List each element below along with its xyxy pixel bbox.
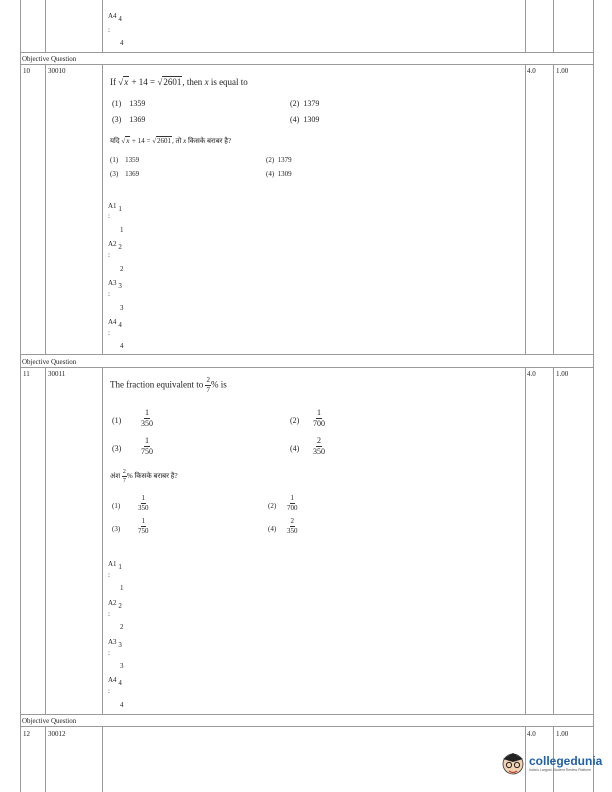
question-id: 30011: [48, 370, 66, 378]
question-number: 12: [23, 730, 30, 738]
answer-label: A4 4: [108, 318, 122, 329]
option-hindi-1: (1): [112, 502, 121, 510]
option-hindi-2-value: $\frac{1}{700}$: [287, 494, 298, 512]
section-header: Objective Question: [22, 717, 77, 725]
col-divider: [45, 0, 46, 52]
question-number: 11: [23, 370, 30, 378]
answer-label: A2 2: [108, 599, 122, 610]
row-divider: [20, 367, 593, 368]
col-divider: [102, 64, 103, 354]
question-number: 10: [23, 67, 30, 75]
col-divider: [525, 0, 526, 52]
option-hindi-3: (3) 1369: [110, 170, 140, 178]
brand-name: collegedunia: [529, 754, 603, 769]
option-hindi-4: (4) 1309: [266, 170, 292, 178]
answer-colon: :: [108, 212, 110, 220]
option-english-2: (2) 1379: [290, 99, 320, 108]
answer-colon: :: [108, 329, 110, 337]
row-divider: [20, 52, 593, 53]
col-divider: [45, 64, 46, 354]
answer-colon: :: [108, 610, 110, 618]
option-english-4: (4) 1309: [290, 115, 320, 124]
answer-colon: :: [108, 251, 110, 259]
row-divider: [20, 726, 593, 727]
question-id: 30012: [48, 730, 66, 738]
brand-logo: [500, 748, 605, 780]
answer-label: A4 4: [108, 676, 122, 687]
option-english-4-value: $\frac{2}{350}$: [313, 436, 325, 456]
answer-value: 2: [120, 265, 124, 273]
col-divider: [553, 64, 554, 354]
negative-marks-value: 1.00: [556, 370, 569, 378]
marks-value: 4.0: [527, 67, 536, 75]
answer-colon: :: [108, 290, 110, 298]
option-hindi-3: (3): [112, 525, 121, 533]
answer-label: A2 2: [108, 240, 122, 251]
answer-value: 3: [120, 662, 124, 670]
row-divider: [20, 714, 593, 715]
answer-value: 4: [120, 701, 124, 709]
brand-tagline: India's Largest Student Review Platform: [529, 768, 592, 773]
answer-colon: :: [108, 26, 110, 34]
col-divider: [102, 726, 103, 792]
col-divider: [553, 0, 554, 52]
answer-label: A1 1: [108, 560, 122, 571]
option-hindi-4-value: $\frac{2}{350}$: [287, 517, 298, 535]
option-english-3: (3): [112, 444, 122, 453]
answer-label: A1 1: [108, 202, 122, 213]
answer-value: 2: [120, 623, 124, 631]
option-english-1: (1) 1359: [112, 99, 146, 108]
option-english-2: (2): [290, 416, 300, 425]
option-hindi-1-value: $\frac{1}{350}$: [138, 494, 149, 512]
option-hindi-3-value: $\frac{1}{750}$: [138, 517, 149, 535]
section-header: Objective Question: [22, 55, 77, 63]
row-divider: [20, 354, 593, 355]
answer-value: 4: [120, 342, 124, 350]
answer-colon: :: [108, 649, 110, 657]
col-divider: [45, 726, 46, 792]
col-divider: [45, 367, 46, 714]
option-hindi-2: (2): [268, 502, 277, 510]
question-text-hindi: अंश $\frac{2}{7}$ % किसके बराबर है?: [110, 469, 178, 484]
option-english-1: (1): [112, 416, 122, 425]
answer-value: 1: [120, 584, 124, 592]
option-hindi-2: (2) 1379: [266, 156, 292, 164]
option-english-2-value: $\frac{1}{700}$: [313, 408, 325, 428]
negative-marks-value: 1.00: [556, 730, 569, 738]
table-border-left: [20, 0, 21, 792]
answer-colon: :: [108, 571, 110, 579]
answer-value: 4: [120, 39, 124, 47]
answer-label: A3 3: [108, 279, 122, 290]
answer-label: A3 3: [108, 638, 122, 649]
question-id: 30010: [48, 67, 66, 75]
option-english-1-value: $\frac{1}{350}$: [141, 408, 153, 428]
question-text-english: If √x + 14 = √2601, then x is equal to: [110, 77, 248, 87]
marks-value: 4.0: [527, 370, 536, 378]
negative-marks-value: 1.00: [556, 67, 569, 75]
row-divider: [20, 64, 593, 65]
section-header: Objective Question: [22, 358, 77, 366]
answer-value: 3: [120, 304, 124, 312]
answer-colon: :: [108, 687, 110, 695]
col-divider: [102, 0, 103, 52]
mascot-icon: [500, 750, 526, 778]
answer-value: 1: [120, 226, 124, 234]
option-hindi-1: (1) 1359: [110, 156, 140, 164]
col-divider: [525, 367, 526, 714]
option-english-4: (4): [290, 444, 300, 453]
question-text-english: The fraction equivalent to $\frac{2}{7}$ % is: [110, 376, 227, 394]
option-english-3-value: $\frac{1}{750}$: [141, 436, 153, 456]
answer-label: A4 4: [108, 12, 122, 23]
option-english-3: (3) 1369: [112, 115, 146, 124]
table-border-right: [593, 0, 594, 792]
marks-value: 4.0: [527, 730, 536, 738]
option-hindi-4: (4): [268, 525, 277, 533]
question-text-hindi: यदि √x + 14 = √2601, तो x किसके बराबर है?: [110, 137, 232, 145]
col-divider: [102, 367, 103, 714]
col-divider: [525, 64, 526, 354]
col-divider: [553, 367, 554, 714]
